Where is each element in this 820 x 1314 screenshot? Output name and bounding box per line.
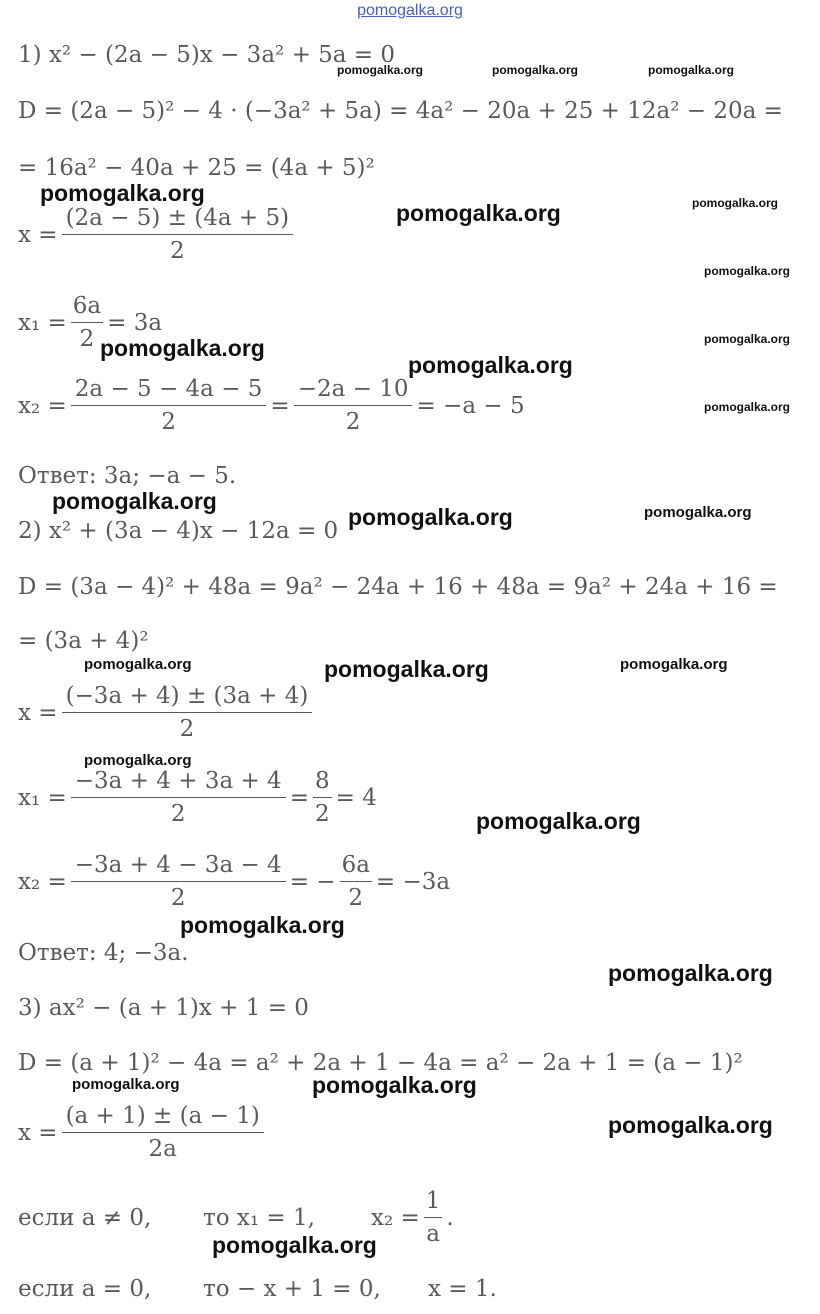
numerator: 8 bbox=[313, 768, 332, 798]
fraction bbox=[62, 205, 294, 264]
task2-x2 bbox=[18, 852, 450, 911]
task1-equation: 1) x² − (2a − 5)x − 3a² + 5a = 0 bbox=[18, 42, 396, 68]
x-prefix: x = bbox=[18, 221, 58, 248]
site-link[interactable]: pomogalka.org bbox=[357, 2, 463, 19]
x2-prefix: x₂ = bbox=[371, 1204, 420, 1231]
case-condition: если a ≠ 0, bbox=[18, 1204, 152, 1231]
case-condition: если a = 0, bbox=[18, 1276, 152, 1302]
denominator: 2 bbox=[170, 885, 186, 911]
case-result: x = 1. bbox=[428, 1276, 497, 1302]
x2-prefix: x₂ = bbox=[18, 868, 67, 895]
watermark: pomogalka.org bbox=[84, 656, 192, 673]
task2-x1 bbox=[18, 768, 377, 827]
watermark: pomogalka.org bbox=[324, 656, 489, 682]
numerator: −3a + 4 − 3a − 4 bbox=[71, 852, 286, 882]
x2-prefix: x₂ = bbox=[18, 392, 67, 419]
task1-answer: Ответ: 3a; −a − 5. bbox=[18, 463, 237, 489]
equals-minus: = − bbox=[289, 868, 336, 895]
numerator: −3a + 4 + 3a + 4 bbox=[71, 768, 286, 798]
watermark: pomogalka.org bbox=[644, 504, 752, 521]
watermark: pomogalka.org bbox=[348, 504, 513, 530]
denominator: 2 bbox=[314, 801, 330, 827]
watermark: pomogalka.org bbox=[704, 264, 791, 278]
fraction bbox=[71, 768, 286, 827]
fraction bbox=[313, 768, 332, 827]
watermark: pomogalka.org bbox=[492, 63, 579, 77]
watermark: pomogalka.org bbox=[312, 1072, 477, 1098]
case-then: то − x + 1 = 0, bbox=[203, 1276, 381, 1302]
denominator: 2 bbox=[170, 238, 185, 264]
task1-discriminant: D = (2a − 5)² − 4 · (−3a² + 5a) = 4a² − 20a + 25 + 12a² − 20a = bbox=[18, 98, 783, 124]
fraction bbox=[62, 1103, 264, 1162]
numerator: (2a − 5) ± (4a + 5) bbox=[62, 205, 294, 235]
fraction bbox=[62, 683, 313, 742]
task2-x-formula bbox=[18, 683, 316, 742]
x1-prefix: x₁ = bbox=[18, 784, 67, 811]
period: . bbox=[446, 1204, 454, 1231]
fraction bbox=[294, 376, 413, 435]
watermark: pomogalka.org bbox=[608, 1112, 773, 1138]
watermark: pomogalka.org bbox=[396, 200, 561, 226]
task1-x2 bbox=[18, 376, 525, 435]
numerator: (a + 1) ± (a − 1) bbox=[62, 1103, 264, 1133]
watermark: pomogalka.org bbox=[100, 335, 265, 361]
watermark: pomogalka.org bbox=[408, 352, 573, 378]
x2-result: = −a − 5 bbox=[416, 392, 525, 419]
watermark: pomogalka.org bbox=[52, 488, 217, 514]
numerator: 6a bbox=[71, 293, 103, 323]
numerator: 2a − 5 − 4a − 5 bbox=[71, 376, 267, 406]
watermark: pomogalka.org bbox=[72, 1076, 180, 1093]
task3-x-formula bbox=[18, 1103, 268, 1162]
task2-answer: Ответ: 4; −3a. bbox=[18, 940, 189, 966]
watermark: pomogalka.org bbox=[704, 332, 791, 346]
equals: = bbox=[289, 784, 309, 811]
x1-result: = 4 bbox=[335, 784, 377, 811]
fraction bbox=[71, 293, 103, 352]
x-prefix: x = bbox=[18, 699, 58, 726]
task3-equation: 3) ax² − (a + 1)x + 1 = 0 bbox=[18, 995, 309, 1021]
numerator: −2a − 10 bbox=[294, 376, 413, 406]
denominator: 2 bbox=[348, 885, 364, 911]
watermark: pomogalka.org bbox=[704, 400, 791, 414]
watermark: pomogalka.org bbox=[648, 63, 735, 77]
watermark: pomogalka.org bbox=[620, 656, 728, 673]
task1-x-formula bbox=[18, 205, 297, 264]
task3-case-a-zero bbox=[18, 1276, 497, 1302]
task2-equation: 2) x² + (3a − 4)x − 12a = 0 bbox=[18, 518, 339, 544]
fraction bbox=[424, 1188, 443, 1247]
fraction bbox=[71, 376, 267, 435]
task2-discriminant: D = (3a − 4)² + 48a = 9a² − 24a + 16 + 48a = 9a² + 24a + 16 = bbox=[18, 574, 778, 600]
watermark: pomogalka.org bbox=[84, 752, 192, 769]
case-then: то x₁ = 1, bbox=[203, 1204, 315, 1231]
x1-result: = 3a bbox=[107, 309, 163, 336]
denominator: 2 bbox=[345, 409, 361, 435]
equals: = bbox=[270, 392, 290, 419]
watermark: pomogalka.org bbox=[692, 196, 779, 210]
watermark: pomogalka.org bbox=[608, 960, 773, 986]
watermark: pomogalka.org bbox=[40, 180, 205, 206]
watermark: pomogalka.org bbox=[476, 808, 641, 834]
denominator: a bbox=[426, 1221, 440, 1247]
numerator: 1 bbox=[424, 1188, 443, 1218]
watermark: pomogalka.org bbox=[180, 912, 345, 938]
x1-prefix: x₁ = bbox=[18, 309, 67, 336]
denominator: 2 bbox=[161, 409, 176, 435]
task2-discriminant-cont: = (3a + 4)² bbox=[18, 628, 149, 654]
watermark: pomogalka.org bbox=[212, 1232, 377, 1258]
task3-discriminant: D = (a + 1)² − 4a = a² + 2a + 1 − 4a = a² − 2a + 1 = (a − 1)² bbox=[18, 1050, 743, 1076]
watermark: pomogalka.org bbox=[337, 63, 424, 77]
numerator: (−3a + 4) ± (3a + 4) bbox=[62, 683, 313, 713]
denominator: 2 bbox=[170, 801, 186, 827]
task1-discriminant-cont: = 16a² − 40a + 25 = (4a + 5)² bbox=[18, 155, 375, 181]
numerator: 6a bbox=[340, 852, 372, 882]
x2-result: = −3a bbox=[375, 868, 451, 895]
fraction bbox=[340, 852, 372, 911]
denominator: 2 bbox=[179, 716, 195, 742]
denominator: 2 bbox=[79, 326, 95, 352]
x-prefix: x = bbox=[18, 1119, 58, 1146]
denominator: 2a bbox=[148, 1136, 177, 1162]
fraction bbox=[71, 852, 286, 911]
